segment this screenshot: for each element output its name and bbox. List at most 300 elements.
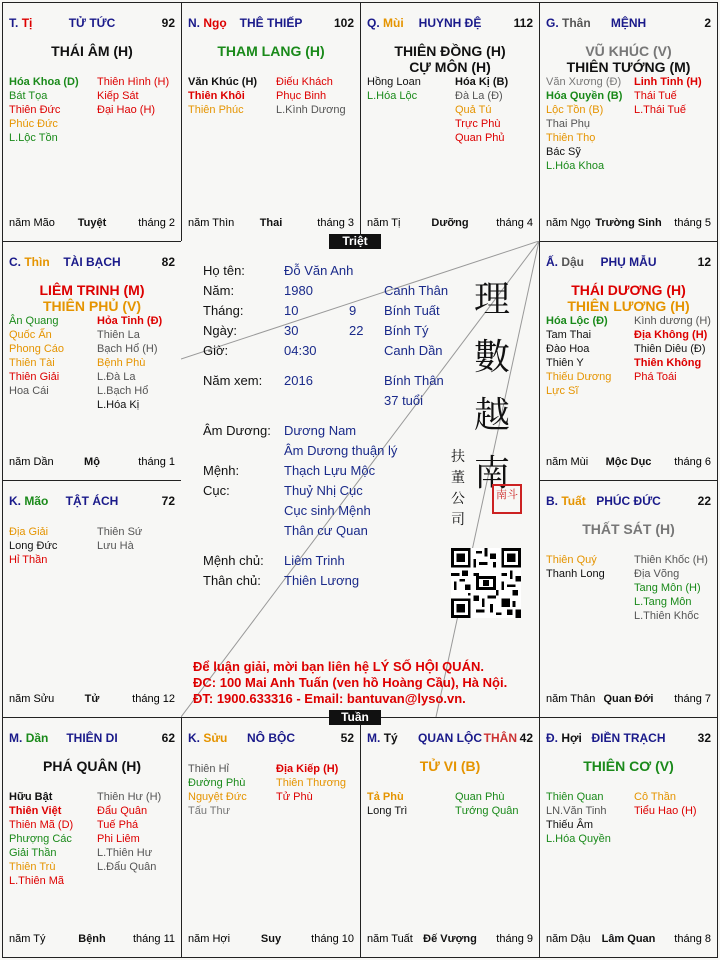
palace-footer <box>367 933 533 947</box>
minor-star: Văn Xương (Đ) <box>546 76 622 88</box>
minor-star: L.Thiên Mã <box>9 875 65 887</box>
minor-star: Thiên Việt <box>9 805 62 817</box>
minor-star: Thiên Giải <box>9 371 60 383</box>
than-chu-label: Thân chủ: <box>203 573 261 588</box>
palace-name: THÊ THIẾP <box>239 16 303 30</box>
hour-label: Giờ: <box>203 343 229 358</box>
minor-star: Nguyệt Đức <box>188 791 247 803</box>
minor-star: Thiên Y <box>546 357 584 369</box>
than-marker: THÂN <box>483 731 517 745</box>
minor-star: Lực Sĩ <box>546 385 579 397</box>
palace-number: 32 <box>697 731 711 745</box>
minor-star: Địa Giải <box>9 526 49 538</box>
main-stars <box>544 521 713 537</box>
minor-star: Đà La (Đ) <box>455 90 503 102</box>
palace-year: năm Tị <box>367 217 401 229</box>
palace-dau <box>539 241 718 481</box>
minor-star: Thiên Quan <box>546 791 604 803</box>
minor-star: Hỉ Thần <box>9 554 48 566</box>
minor-star: Lộc Tồn (B) <box>546 104 604 116</box>
minor-star: L.Thiên Khốc <box>634 610 699 622</box>
palace-month: tháng 12 <box>132 693 175 705</box>
palace-mui <box>360 2 540 242</box>
palace-number: 42 <box>519 731 533 745</box>
cuc-value: Thuỷ Nhị Cục <box>284 483 363 498</box>
main-stars <box>7 758 177 774</box>
minor-star: Tuế Phá <box>97 819 139 831</box>
main-star: TỬ VI (B) <box>419 758 481 774</box>
palace-thin <box>2 241 182 481</box>
minor-star: LN.Văn Tinh <box>546 805 607 817</box>
minor-star: Địa Không (H) <box>634 329 708 341</box>
minor-star: Thiên Thương <box>276 777 347 789</box>
minor-star: Thanh Long <box>546 568 605 580</box>
main-star: VŨ KHÚC (V) <box>585 43 672 59</box>
main-stars <box>544 43 713 75</box>
day-value: 30 <box>284 323 299 338</box>
main-star: PHÁ QUÂN (H) <box>43 758 141 774</box>
palace-name: MỆNH <box>610 16 647 30</box>
palace-stem: C. <box>9 255 21 269</box>
minor-star: Thiên Trù <box>9 861 56 873</box>
palace-stem: T. <box>9 16 19 30</box>
palace-stem: B. <box>546 494 558 508</box>
palace-month: tháng 7 <box>674 693 711 705</box>
palace-branch-name: Mão <box>24 494 49 508</box>
minor-star: Quốc Ấn <box>9 329 52 341</box>
minor-star: Long Trì <box>367 805 408 817</box>
palace-footer <box>9 693 175 707</box>
minor-star: L.Thiên Hư <box>97 847 153 859</box>
palace-suu <box>181 717 361 958</box>
life-stage: Tuyệt <box>77 217 107 229</box>
palace-month: tháng 9 <box>496 933 533 945</box>
palace-number: 102 <box>333 16 354 30</box>
calligraphy-char: 越 <box>473 395 510 436</box>
minor-star: L.Lộc Tồn <box>9 132 58 144</box>
palace-header <box>188 16 354 32</box>
qr-code-icon[interactable] <box>451 548 521 618</box>
palace-name: ĐIỀN TRẠCH <box>591 731 666 745</box>
palace-tuat <box>539 480 718 718</box>
palace-footer <box>546 217 711 231</box>
palace-hoi <box>539 717 718 958</box>
palace-month: tháng 4 <box>496 217 533 229</box>
main-star: THẤT SÁT (H) <box>582 521 675 537</box>
palace-header <box>188 731 354 747</box>
palace-year: năm Hợi <box>188 933 231 945</box>
minor-star: Quả Tú <box>455 104 492 116</box>
minor-star: Phúc Đức <box>9 118 58 130</box>
minor-star: Bạch Hổ (H) <box>97 343 158 355</box>
minor-star: L.Đà La <box>97 371 136 383</box>
right-stars <box>634 553 708 623</box>
than-position: Thân cư Quan <box>284 523 368 538</box>
main-star: LIÊM TRINH (M) <box>39 282 145 298</box>
minor-star: Tiểu Hao (H) <box>634 805 697 817</box>
palace-header <box>9 16 175 32</box>
left-stars <box>9 525 57 567</box>
life-stage: Bệnh <box>78 933 106 945</box>
palace-stem: K. <box>188 731 200 745</box>
palace-year: năm Mùi <box>546 456 589 468</box>
life-stage: Quan Đới <box>603 693 654 705</box>
life-stage: Dưỡng <box>431 217 469 229</box>
minor-star: Phong Cáo <box>9 343 65 355</box>
life-stage: Mộc Dục <box>605 456 652 468</box>
life-stage: Mộ <box>84 456 100 468</box>
minor-star: L.Thái Tuế <box>634 104 686 116</box>
name-value: Đỗ Văn Anh <box>284 263 354 278</box>
minor-star: Bác Sỹ <box>546 146 581 158</box>
palace-name: QUAN LỘC <box>418 731 482 745</box>
minor-star: Tử Phù <box>276 791 313 803</box>
right-stars <box>455 75 508 145</box>
palace-number: 52 <box>340 731 354 745</box>
menh-chu-label: Mệnh chủ: <box>203 553 264 568</box>
minor-star: Thiên Không <box>634 357 702 369</box>
palace-year: năm Ngọ <box>546 217 591 229</box>
palace-branch-name: Tý <box>383 731 398 745</box>
left-stars <box>9 790 73 888</box>
left-stars <box>9 314 64 398</box>
palace-ty <box>2 2 182 242</box>
than-chu-value: Thiên Lương <box>284 573 360 588</box>
palace-footer <box>188 217 354 231</box>
minor-star: L.Đẩu Quân <box>97 861 157 873</box>
palace-month: tháng 2 <box>138 217 175 229</box>
minor-star: Thiên Khốc (H) <box>634 554 708 566</box>
palace-branch-name: Mùi <box>383 16 404 30</box>
minor-star: Tấu Thư <box>188 805 231 817</box>
minor-star: Thiên La <box>97 329 140 341</box>
palace-year: năm Sửu <box>9 693 55 705</box>
palace-year: năm Dậu <box>546 933 591 945</box>
palace-name: TẬT ÁCH <box>65 494 119 508</box>
year-label: Năm: <box>203 283 235 298</box>
main-stars <box>544 282 713 314</box>
palace-month: tháng 6 <box>674 456 711 468</box>
minor-star: Thiên Mã (D) <box>9 819 74 831</box>
calligraphy-char: 扶 <box>451 449 465 465</box>
minor-star: Địa Võng <box>634 568 680 580</box>
palace-header <box>367 16 533 32</box>
palace-stem: M. <box>9 731 23 745</box>
life-stage: Suy <box>260 933 282 945</box>
day-canchi: Bính Tý <box>384 323 429 338</box>
minor-star: Hóa Kị (B) <box>455 76 509 88</box>
life-stage: Tử <box>84 693 100 705</box>
minor-star: Thiên Đức <box>9 104 61 116</box>
palace-stem: G. <box>546 16 559 30</box>
palace-name: THIÊN DI <box>66 731 118 745</box>
main-stars <box>186 43 356 59</box>
palace-month: tháng 5 <box>674 217 711 229</box>
palace-number: 92 <box>161 16 175 30</box>
month-lunar: 9 <box>349 303 357 318</box>
palace-header <box>546 255 711 271</box>
minor-star: Thiên Hư (H) <box>97 791 162 803</box>
palace-header <box>9 731 175 747</box>
left-stars <box>367 75 421 103</box>
minor-star: Đường Phù <box>188 777 246 789</box>
palace-number: 62 <box>161 731 175 745</box>
menh-label: Mệnh: <box>203 463 240 478</box>
am-duong-label: Âm Dương: <box>203 423 271 438</box>
minor-star: Thiên Phúc <box>188 104 244 116</box>
triet-label: Triệt <box>329 234 381 249</box>
minor-star: Thiên Diêu (Đ) <box>634 343 706 355</box>
main-stars <box>365 43 535 75</box>
hour-value: 04:30 <box>284 343 317 358</box>
minor-star: Văn Khúc (H) <box>188 76 258 88</box>
calligraphy-char: 董 <box>451 470 465 486</box>
view-year-label: Năm xem: <box>203 373 263 388</box>
main-star: THÁI DƯƠNG (H) <box>571 282 686 298</box>
palace-header <box>9 255 175 271</box>
palace-number: 72 <box>161 494 175 508</box>
minor-star: Đại Hao (H) <box>97 104 156 116</box>
palace-footer <box>188 933 354 947</box>
minor-star: Cô Thần <box>634 791 676 803</box>
right-stars <box>276 75 346 117</box>
palace-month: tháng 1 <box>138 456 175 468</box>
menh-value: Thạch Lựu Mộc <box>284 463 376 478</box>
palace-name: PHÚC ĐỨC <box>596 494 661 508</box>
palace-footer <box>9 456 175 470</box>
palace-name: NÔ BỘC <box>247 731 295 745</box>
palace-stem: N. <box>188 16 200 30</box>
right-stars <box>634 75 702 117</box>
minor-star: Bát Tọa <box>9 90 48 102</box>
palace-year: năm Thìn <box>188 217 235 229</box>
minor-star: Thiên Hỉ <box>188 763 229 775</box>
palace-ngo <box>181 2 361 242</box>
contact-phone-email: ĐT: 1900.633316 - Email: bantuvan@lyso.vn. <box>193 691 466 706</box>
palace-number: 2 <box>704 16 711 30</box>
am-duong-note: Âm Dương thuận lý <box>284 443 398 458</box>
month-value: 10 <box>284 303 299 318</box>
minor-star: Địa Kiếp (H) <box>276 763 339 775</box>
palace-header <box>9 494 175 510</box>
palace-header <box>546 731 711 747</box>
minor-star: L.Hóa Quyền <box>546 833 611 845</box>
palace-name: TÀI BẠCH <box>63 255 121 269</box>
right-stars <box>97 790 161 874</box>
main-star: THIÊN TƯỚNG (M) <box>566 59 691 75</box>
calligraphy-char: 南 <box>473 453 510 494</box>
palace-number: 22 <box>697 494 711 508</box>
minor-star: Kình dương (H) <box>634 315 711 327</box>
left-stars <box>9 75 79 145</box>
menh-chu-value: Liêm Trinh <box>284 553 345 568</box>
main-star: THAM LANG (H) <box>217 43 325 59</box>
minor-star: L.Tang Môn <box>634 596 692 608</box>
palace-year: năm Thân <box>546 693 596 705</box>
minor-star: Lưu Hà <box>97 540 134 552</box>
palace-month: tháng 8 <box>674 933 711 945</box>
left-stars <box>546 75 622 173</box>
minor-star: Thiên Quý <box>546 554 597 566</box>
palace-year: năm Mão <box>9 217 55 229</box>
minor-star: Điếu Khách <box>276 76 333 88</box>
palace-footer <box>9 217 175 231</box>
main-stars <box>7 282 177 314</box>
palace-branch-name: Sửu <box>203 731 228 745</box>
palace-branch-name: Tị <box>21 16 33 30</box>
palace-stem: Đ. <box>546 731 558 745</box>
minor-star: Hóa Quyền (B) <box>546 90 623 102</box>
palace-stem: Ấ. <box>546 255 558 269</box>
month-label: Tháng: <box>203 303 244 318</box>
main-star: THIÊN ĐỒNG (H) <box>394 43 506 59</box>
tuan-label: Tuần <box>329 710 381 725</box>
minor-star: Quan Phủ <box>455 132 505 144</box>
palace-ty-south <box>360 717 540 958</box>
minor-star: L.Hóa Lộc <box>367 90 418 102</box>
year-canchi: Canh Thân <box>384 283 449 298</box>
minor-star: Thiên Khôi <box>188 90 245 102</box>
main-star: THIÊN LƯƠNG (H) <box>567 298 690 314</box>
palace-month: tháng 3 <box>317 217 354 229</box>
right-stars <box>634 314 711 384</box>
life-stage: Lâm Quan <box>601 933 656 945</box>
left-stars <box>546 553 605 581</box>
left-stars <box>188 75 257 117</box>
left-stars <box>546 314 611 398</box>
minor-star: Phục Binh <box>276 90 327 102</box>
minor-star: Kiếp Sát <box>97 90 139 102</box>
hour-canchi: Canh Dần <box>384 343 443 358</box>
palace-stem: Q. <box>367 16 380 30</box>
red-seal-stamp: 南斗 <box>492 484 522 514</box>
main-stars <box>544 758 713 774</box>
contact-line-1: Để luận giải, mời bạn liên hệ LÝ SỐ HỘI QUÁN. <box>193 659 484 674</box>
center-info-panel <box>181 241 539 717</box>
calligraphy-char: 司 <box>451 512 465 528</box>
minor-star: Thiếu Âm <box>546 819 594 831</box>
minor-star: Hóa Khoa (D) <box>9 76 79 88</box>
palace-stem: K. <box>9 494 21 508</box>
palace-dan <box>2 717 182 958</box>
day-label: Ngày: <box>203 323 237 338</box>
minor-star: L.Hóa Khoa <box>546 160 605 172</box>
minor-star: Thiên Hình (H) <box>97 76 170 88</box>
palace-name: TỬ TỨC <box>68 16 116 30</box>
minor-star: Phi Liêm <box>97 833 140 845</box>
palace-month: tháng 11 <box>132 933 175 945</box>
left-stars <box>367 790 407 818</box>
minor-star: Giải Thần <box>9 847 57 859</box>
palace-number: 12 <box>697 255 711 269</box>
main-stars <box>7 43 177 59</box>
minor-star: Phá Toái <box>634 371 677 383</box>
minor-star: Phượng Các <box>9 833 72 845</box>
main-star: THÁI ÂM (H) <box>51 43 133 59</box>
right-stars <box>634 790 697 818</box>
minor-star: L.Hóa Kị <box>97 399 140 411</box>
minor-star: Bệnh Phù <box>97 357 146 369</box>
palace-header <box>546 16 711 32</box>
minor-star: Đẩu Quân <box>97 805 148 817</box>
minor-star: Hoa Cái <box>9 385 49 397</box>
main-star: THIÊN PHỦ (V) <box>43 298 141 314</box>
calligraphy-char: 數 <box>473 337 510 378</box>
minor-star: Thiếu Dương <box>546 371 612 383</box>
calligraphy-small <box>447 447 469 531</box>
cuc-label: Cục: <box>203 483 230 498</box>
main-star: CỰ MÔN (H) <box>409 59 491 75</box>
main-stars <box>365 758 535 774</box>
minor-star: Ân Quang <box>9 315 59 327</box>
minor-star: Hữu Bật <box>9 791 53 803</box>
left-stars <box>188 762 247 818</box>
minor-star: Hồng Loan <box>367 76 421 88</box>
calligraphy-char: 理 <box>473 279 510 320</box>
palace-name: HUYNH ĐỆ <box>418 16 482 30</box>
palace-than <box>539 2 718 242</box>
minor-star: Trực Phù <box>455 118 501 130</box>
cuc-relation: Cục sinh Mệnh <box>284 503 371 518</box>
life-stage: Trường Sinh <box>595 217 662 229</box>
right-stars <box>97 75 169 117</box>
palace-number: 82 <box>161 255 175 269</box>
calligraphy-big <box>467 271 517 503</box>
minor-star: Quan Phù <box>455 791 505 803</box>
palace-footer <box>546 933 711 947</box>
minor-star: Tướng Quân <box>455 805 519 817</box>
palace-branch-name: Hợi <box>561 731 582 745</box>
minor-star: Đào Hoa <box>546 343 590 355</box>
palace-year: năm Tý <box>9 933 46 945</box>
palace-stem: M. <box>367 731 381 745</box>
main-star: THIÊN CƠ (V) <box>583 758 674 774</box>
palace-header <box>546 494 711 510</box>
minor-star: Linh Tinh (H) <box>634 76 702 88</box>
palace-name: PHỤ MẪU <box>600 255 657 269</box>
palace-year: năm Dần <box>9 456 54 468</box>
minor-star: Thiên Tài <box>9 357 55 369</box>
right-stars <box>97 314 162 412</box>
minor-star: L.Kình Dương <box>276 104 346 116</box>
minor-star: Long Đức <box>9 540 58 552</box>
palace-branch-name: Tuất <box>561 494 586 508</box>
name-label: Họ tên: <box>203 263 245 278</box>
palace-mao <box>2 480 182 718</box>
view-year-value: 2016 <box>284 373 313 388</box>
palace-branch-name: Thân <box>562 16 591 30</box>
minor-star: Hóa Lộc (Đ) <box>546 315 608 327</box>
minor-star: Tam Thai <box>546 329 592 341</box>
minor-star: L.Bạch Hổ <box>97 385 149 397</box>
view-year-canchi: Bính Thân <box>384 373 444 388</box>
palace-year: năm Tuất <box>367 933 413 945</box>
life-stage: Thai <box>259 217 283 229</box>
minor-star: Thái Tuế <box>634 90 677 102</box>
month-canchi: Bính Tuất <box>384 303 440 318</box>
palace-branch-name: Dần <box>25 731 49 745</box>
palace-branch-name: Thìn <box>24 255 50 269</box>
palace-month: tháng 10 <box>311 933 354 945</box>
right-stars <box>97 525 142 553</box>
minor-star: Hỏa Tinh (Đ) <box>97 315 163 327</box>
right-stars <box>455 790 519 818</box>
am-duong-value: Dương Nam <box>284 423 357 438</box>
palace-number: 112 <box>513 16 533 30</box>
day-lunar: 22 <box>349 323 364 338</box>
palace-footer <box>546 693 711 707</box>
year-value: 1980 <box>284 283 313 298</box>
